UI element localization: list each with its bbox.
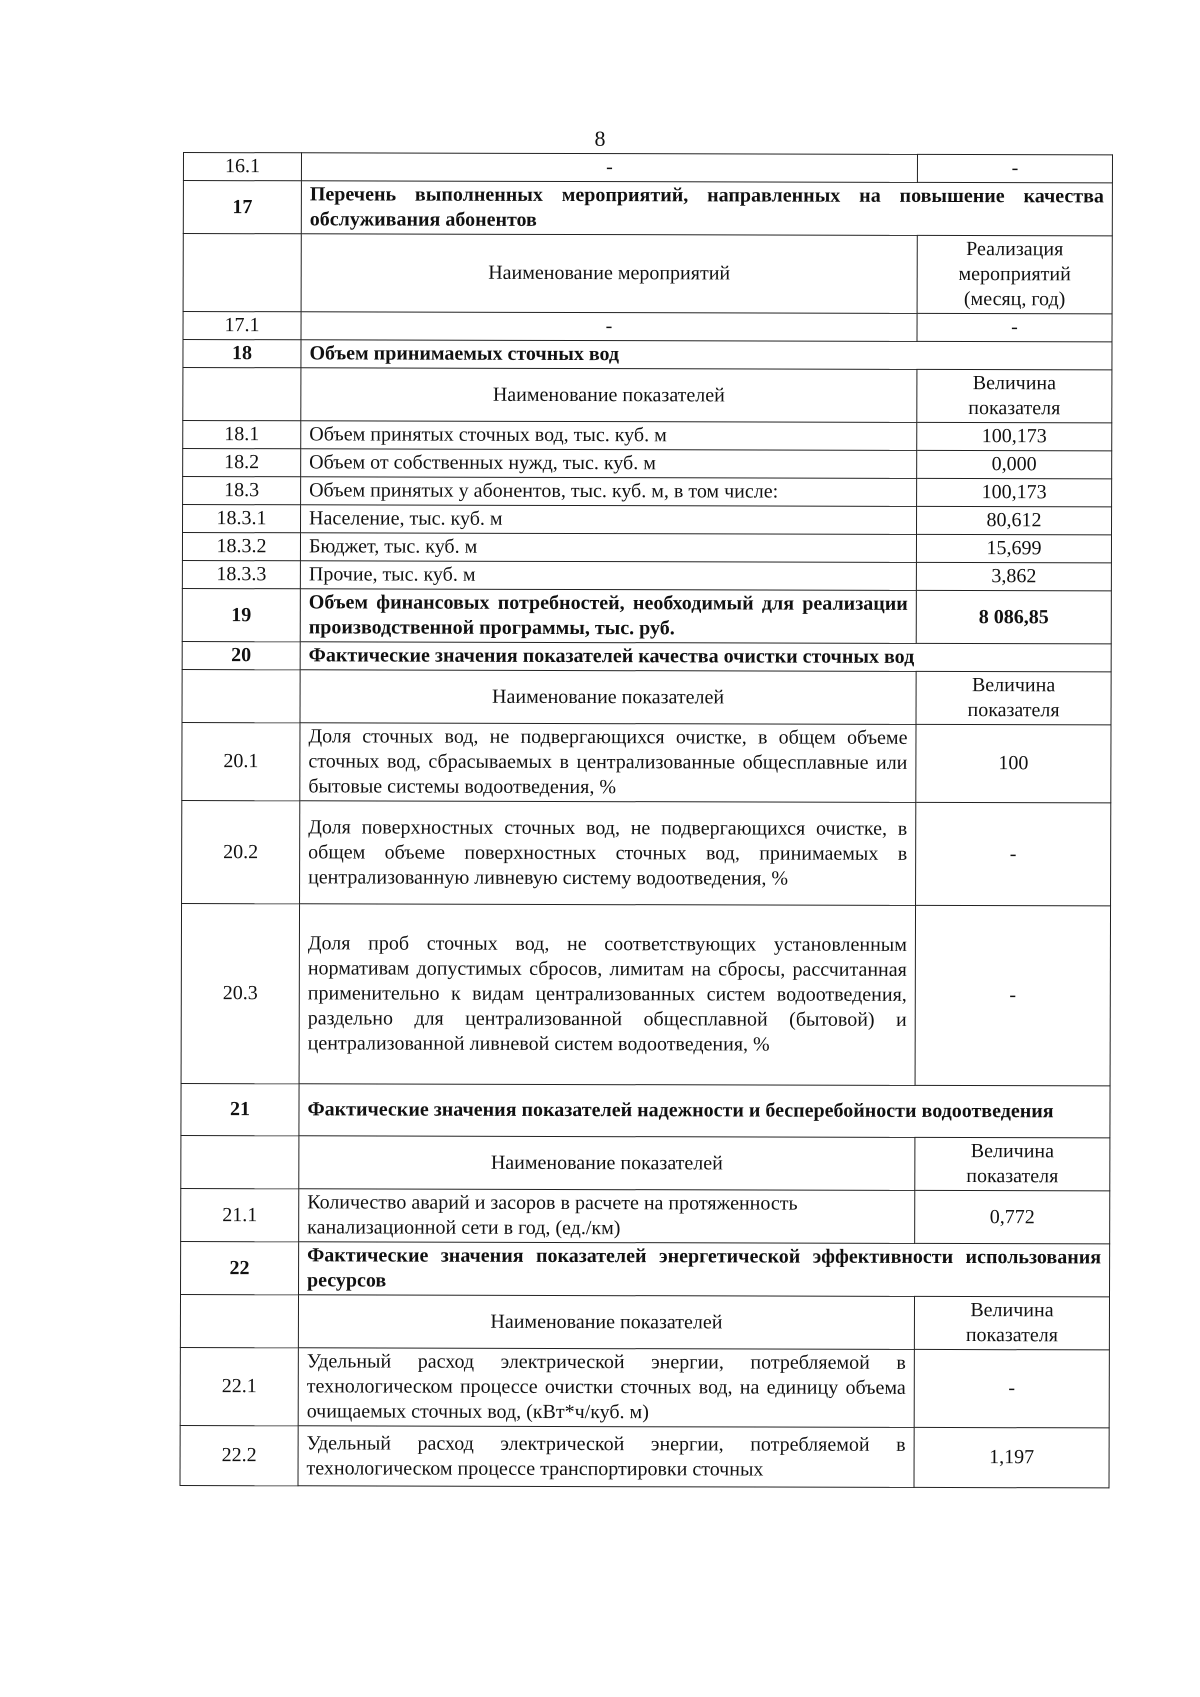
row-number: 18.3.1 — [183, 505, 301, 533]
header-empty-cell — [181, 1135, 299, 1188]
section-value: 8 086,85 — [916, 590, 1111, 644]
table-row — [181, 1188, 1110, 1243]
row-name: Объем принятых у абонентов, тыс. куб. м, в том числе: — [301, 477, 917, 507]
header-empty-cell — [183, 234, 301, 312]
row-name: Прочие, тыс. куб. м — [300, 561, 916, 591]
row-name: Объем принятых сточных вод, тыс. куб. м — [301, 421, 917, 451]
table-row — [180, 1425, 1109, 1487]
page-number: 8 — [594, 126, 606, 151]
section-title: Объем финансовых потребностей, необходимый для реализации производственной программы, тыс. руб. — [300, 589, 916, 644]
row-value: - — [914, 1349, 1109, 1428]
table-row — [181, 903, 1110, 1085]
row-number: 20.2 — [182, 800, 300, 903]
header-name: Наименование показателей — [300, 670, 916, 725]
row-name: Количество аварий и засоров в расчете на протяженность канализационной сети в год, (ед./км) — [299, 1189, 915, 1244]
row-number: 18.1 — [183, 421, 301, 449]
header-value: Величина показателя — [917, 369, 1112, 423]
table-row — [183, 312, 1112, 342]
section-row — [182, 641, 1111, 671]
row-name: Объем от собственных нужд, тыс. куб. м — [301, 449, 917, 479]
header-empty-cell — [183, 368, 301, 421]
section-row — [181, 1241, 1110, 1296]
header-value: Величина показателя — [914, 1296, 1109, 1350]
row-value: 0,000 — [917, 450, 1112, 479]
section-number: 18 — [183, 340, 301, 368]
row-name: - — [301, 153, 917, 183]
row-name: Доля проб сточных вод, не соответствующих установленным нормативам допустимых сбросов, лимитам на сбросы, рассчитанная применительно к видам централизованных систем водоотведения, раздельно для централизованной общесплавной (бытовой) и централизованной ливневой систем водоотведения, % — [299, 904, 915, 1086]
row-value: 3,862 — [916, 562, 1111, 591]
table-row — [183, 477, 1112, 507]
row-number: 17.1 — [183, 312, 301, 340]
row-value: 1,197 — [914, 1427, 1109, 1488]
row-number: 16.1 — [183, 153, 301, 181]
row-number: 20.1 — [182, 722, 300, 800]
row-number: 20.3 — [181, 903, 299, 1083]
row-number: 22.1 — [180, 1347, 298, 1425]
header-row — [181, 1135, 1110, 1190]
section-row — [182, 588, 1111, 643]
row-value: 0,772 — [915, 1190, 1110, 1244]
row-value: 100 — [916, 724, 1111, 803]
header-empty-cell — [180, 1294, 298, 1347]
header-row — [182, 669, 1111, 724]
table-row — [183, 505, 1112, 535]
table-row — [182, 722, 1111, 802]
section-title: Фактические значения показателей надежности и бесперебойности водоотведения — [299, 1084, 1110, 1138]
header-name: Наименование показателей — [299, 1136, 915, 1191]
row-value: 15,699 — [916, 534, 1111, 563]
table-row — [180, 1347, 1109, 1427]
header-value: Величина показателя — [915, 1137, 1110, 1191]
section-row — [181, 1083, 1110, 1137]
section-number: 19 — [182, 588, 300, 641]
table-row — [182, 560, 1111, 590]
section-number: 20 — [182, 641, 300, 669]
header-name: Наименование мероприятий — [301, 234, 917, 314]
section-row — [183, 181, 1112, 236]
header-row — [180, 1294, 1109, 1349]
table-row — [183, 153, 1112, 183]
header-name: Наименование показателей — [298, 1295, 914, 1350]
table-row — [183, 421, 1112, 451]
row-value: 80,612 — [917, 506, 1112, 535]
row-number: 22.2 — [180, 1425, 298, 1485]
section-title: Фактические значения показателей энергетической эффективности использования ресурсов — [299, 1242, 1110, 1297]
row-name: Доля сточных вод, не подвергающихся очистке, в общем объеме сточных вод, сбрасываемых в централизованные общесплавные или бытовые системы водоотведения, % — [300, 723, 916, 803]
row-name: Удельный расход электрической энергии, потребляемой в технологическом процессе очистки сточных вод, на единицу объема очищаемых сточных вод, (кВт*ч/куб. м) — [298, 1348, 914, 1428]
table-row — [183, 449, 1112, 479]
section-number: 17 — [183, 181, 301, 234]
header-name: Наименование показателей — [301, 368, 917, 423]
row-number: 18.3.3 — [182, 560, 300, 588]
header-value: Реализация мероприятий (месяц, год) — [917, 235, 1112, 314]
section-title: Фактические значения показателей качества очистки сточных вод — [300, 642, 1111, 672]
section-number: 21 — [181, 1083, 299, 1135]
row-name: Удельный расход электрической энергии, потребляемой в технологическом процессе транспортировки сточных — [298, 1426, 914, 1488]
row-number: 18.3.2 — [182, 533, 300, 561]
header-value: Величина показателя — [916, 671, 1111, 725]
section-title: Объем принимаемых сточных вод — [301, 340, 1112, 370]
row-name: Население, тыс. куб. м — [301, 505, 917, 535]
row-number: 21.1 — [181, 1188, 299, 1241]
header-row — [183, 234, 1112, 314]
section-number: 22 — [181, 1241, 299, 1294]
header-row — [183, 368, 1112, 423]
row-value: - — [915, 905, 1110, 1086]
row-name: Доля поверхностных сточных вод, не подвергающихся очистке, в общем объеме поверхностных сточных вод, принимаемых в централизованную ливневую систему водоотведения, % — [300, 801, 916, 906]
row-value: 100,173 — [917, 478, 1112, 507]
section-row — [183, 340, 1112, 370]
row-value: - — [917, 154, 1112, 183]
row-number: 18.2 — [183, 449, 301, 477]
row-value: - — [916, 802, 1111, 906]
section-title: Перечень выполненных мероприятий, направленных на повышение качества обслуживания абонентов — [301, 181, 1112, 236]
production-program-table — [180, 152, 1113, 1488]
header-empty-cell — [182, 669, 300, 722]
row-value: 100,173 — [917, 422, 1112, 451]
table-row — [182, 533, 1111, 563]
row-value: - — [917, 313, 1112, 342]
table-row — [182, 800, 1111, 905]
row-name: Бюджет, тыс. куб. м — [300, 533, 916, 563]
row-number: 18.3 — [183, 477, 301, 505]
row-name: - — [301, 312, 917, 342]
